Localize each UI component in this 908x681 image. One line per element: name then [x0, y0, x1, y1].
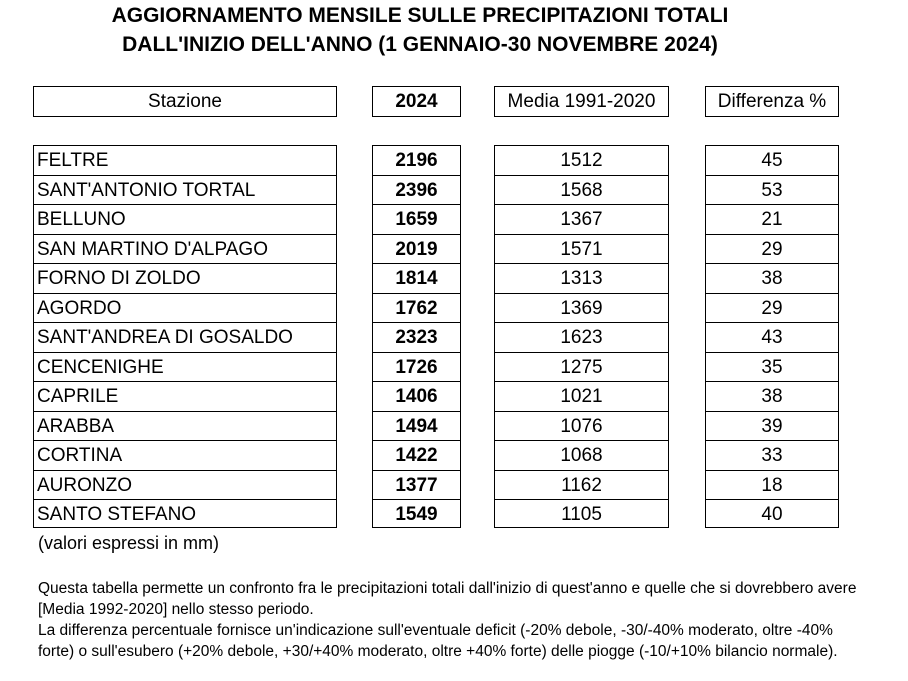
media-cell: 1623 — [495, 323, 668, 353]
media-cell: 1512 — [495, 146, 668, 176]
station-cell: SANT'ANDREA DI GOSALDO — [34, 323, 336, 353]
station-cell: AURONZO — [34, 471, 336, 501]
year-2024-cell: 1406 — [373, 382, 460, 412]
difference-cell: 35 — [706, 353, 838, 383]
media-column — [494, 145, 669, 528]
station-cell: SANTO STEFANO — [37, 504, 197, 525]
media-cell: 1313 — [495, 264, 668, 294]
difference-cell: 39 — [706, 412, 838, 442]
year-2024-cell: 1659 — [373, 205, 460, 235]
station-cell: BELLUNO — [34, 205, 336, 235]
header-station: Stazione — [33, 86, 337, 117]
explanation-notes — [38, 578, 858, 662]
unit-note: (valori espressi in mm) — [38, 533, 220, 553]
explanation-paragraph: Questa tabella permette un confronto fra le precipitazioni totali dall'inizio di quest'anno e quelle che si dovrebbero avere [Media 1992-2020] nello stesso periodo. — [38, 580, 857, 618]
difference-cell: 21 — [706, 205, 838, 235]
station-cell: AGORDO — [34, 294, 336, 324]
difference-cell: 38 — [706, 264, 838, 294]
year-2024-cell: 2323 — [373, 323, 460, 353]
media-cell: 1068 — [495, 441, 668, 471]
year-2024-cell: 1549 — [395, 504, 438, 525]
year-2024-cell: 1422 — [373, 441, 460, 471]
difference-cell: 29 — [706, 294, 838, 324]
media-cell: 1568 — [495, 176, 668, 206]
year-2024-cell: 2396 — [373, 176, 460, 206]
media-cell: 1275 — [495, 353, 668, 383]
station-column — [33, 145, 337, 528]
page-title-line-1: AGGIORNAMENTO MENSILE SULLE PRECIPITAZIONI TOTALI — [111, 4, 729, 27]
difference-cell: 53 — [706, 176, 838, 206]
year-2024-cell: 2019 — [373, 235, 460, 265]
difference-column — [705, 145, 839, 528]
year-2024-cell: 1726 — [373, 353, 460, 383]
difference-cell: 40 — [761, 504, 783, 525]
difference-cell: 18 — [706, 471, 838, 501]
media-cell: 1021 — [495, 382, 668, 412]
station-cell: FORNO DI ZOLDO — [34, 264, 336, 294]
media-cell: 1162 — [495, 471, 668, 501]
station-cell: CENCENIGHE — [34, 353, 336, 383]
difference-cell: 43 — [706, 323, 838, 353]
difference-cell: 33 — [706, 441, 838, 471]
year-2024-column — [372, 145, 461, 528]
media-cell: 1076 — [495, 412, 668, 442]
media-cell: 1367 — [495, 205, 668, 235]
page-title-line-2: DALL'INIZIO DELL'ANNO (1 GENNAIO-30 NOVEMBRE 2024) — [122, 33, 718, 56]
station-cell: FELTRE — [34, 146, 336, 176]
year-2024-cell: 1494 — [373, 412, 460, 442]
difference-cell: 29 — [706, 235, 838, 265]
station-cell: CAPRILE — [34, 382, 336, 412]
explanation-paragraph: La differenza percentuale fornisce un'indicazione sull'eventuale deficit (-20% debole, -30/-40% moderato, oltre -40% forte) o sull'esubero (+20% debole, +30/+40% moderato, oltre +40% forte) delle piogge (-10/+10% bilancio normale). — [38, 622, 838, 660]
difference-cell: 38 — [706, 382, 838, 412]
header-2024: 2024 — [372, 86, 461, 117]
header-media: Media 1991-2020 — [494, 86, 669, 117]
year-2024-cell: 1814 — [373, 264, 460, 294]
year-2024-cell: 1762 — [373, 294, 460, 324]
year-2024-cell: 2196 — [373, 146, 460, 176]
media-cell: 1369 — [495, 294, 668, 324]
station-cell: SANT'ANTONIO TORTAL — [34, 176, 336, 206]
station-cell: CORTINA — [34, 441, 336, 471]
station-cell: ARABBA — [34, 412, 336, 442]
header-difference: Differenza % — [705, 86, 839, 117]
media-cell: 1105 — [561, 504, 602, 525]
year-2024-cell: 1377 — [373, 471, 460, 501]
station-cell: SAN MARTINO D'ALPAGO — [34, 235, 336, 265]
media-cell: 1571 — [495, 235, 668, 265]
difference-cell: 45 — [706, 146, 838, 176]
